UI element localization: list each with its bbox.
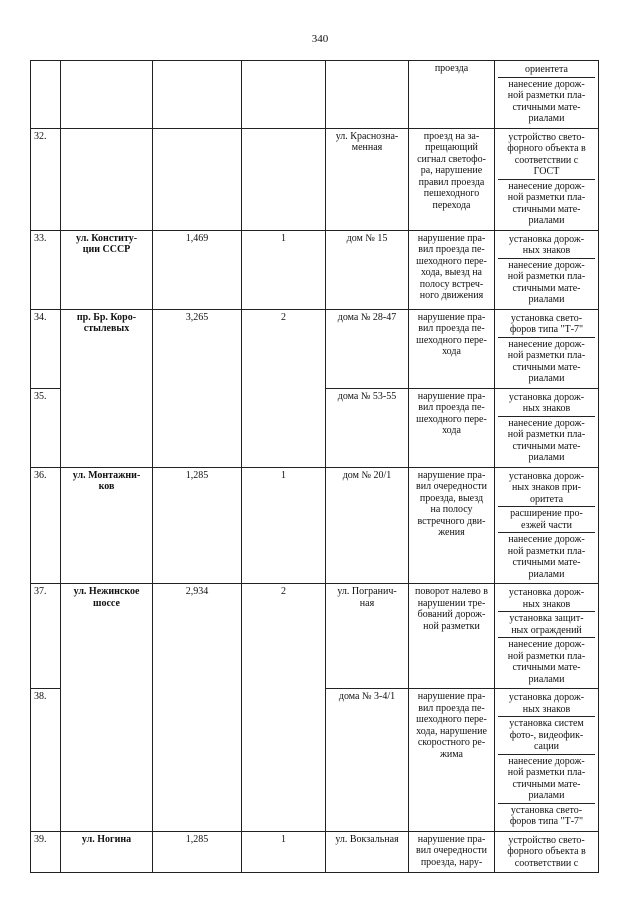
violation: нарушение пра- вил проезда пе- шеходного пере- хода xyxy=(409,309,495,388)
street-name: ул. Ногина xyxy=(61,831,153,873)
measure-item: установка дорож- ных знаков xyxy=(498,233,595,259)
object-count xyxy=(242,61,326,129)
measure-item: устройство свето- форного объекта в соответствии с ГОСТ xyxy=(498,131,595,180)
location: ул. Краснозна- менная xyxy=(326,128,409,230)
measures-cell xyxy=(495,128,599,230)
street-name xyxy=(61,128,153,230)
violation: нарушение пра- вил проезда пе- шеходного пере- хода, нарушение скоростного ре- жима xyxy=(409,689,495,832)
violation: нарушение пра- вил очередности проезда, нару- xyxy=(409,831,495,873)
object-count: 1 xyxy=(242,831,326,873)
length-km xyxy=(153,61,242,129)
location: дома № 53-55 xyxy=(326,388,409,467)
object-count: 2 xyxy=(242,584,326,832)
measures-cell xyxy=(495,309,599,388)
measure-item: нанесение дорож- ной разметки пла- стичными мате- риалами xyxy=(507,180,586,226)
location xyxy=(326,61,409,129)
street-name: ул. Монтажни- ков xyxy=(61,467,153,584)
measure-item: нанесение дорож- ной разметки пла- стичными мате- риалами xyxy=(507,534,586,580)
measure-item: ориентета xyxy=(498,63,595,78)
row-number: 34. xyxy=(31,309,61,388)
measure-item: установка свето- форов типа "Т-7" xyxy=(498,312,595,338)
violation: нарушение пра- вил проезда пе- шеходного пере- хода, выезд на полосу встреч- ного движения xyxy=(409,230,495,309)
location: дом № 20/1 xyxy=(326,467,409,584)
table-row xyxy=(31,831,599,873)
length-km: 1,285 xyxy=(153,831,242,873)
measures-cell xyxy=(495,689,599,832)
measure-item: установка систем фото-, видеофик- сации xyxy=(498,717,595,755)
length-km: 1,469 xyxy=(153,230,242,309)
table-row xyxy=(31,309,599,388)
violation: поворот налево в нарушении тре- бований дорож- ной разметки xyxy=(409,584,495,689)
violation: проезда xyxy=(409,61,495,129)
table-row xyxy=(31,467,599,584)
measures-cell xyxy=(495,831,599,873)
street-name xyxy=(61,61,153,129)
row-number xyxy=(31,61,61,129)
row-number: 38. xyxy=(31,689,61,832)
measure-item: установка дорож- ных знаков xyxy=(498,586,595,612)
row-number: 35. xyxy=(31,388,61,467)
measure-item: расширение про- езжей части xyxy=(498,507,595,533)
object-count: 1 xyxy=(242,230,326,309)
measure-item: установка дорож- ных знаков xyxy=(498,691,595,717)
row-number: 32. xyxy=(31,128,61,230)
street-name: пр. Бр. Коро- стылевых xyxy=(61,309,153,467)
measure-item: нанесение дорож- ной разметки пла- стичными мате- риалами xyxy=(507,417,586,463)
object-count: 1 xyxy=(242,467,326,584)
length-km xyxy=(153,128,242,230)
street-name: ул. Нежинское шоссе xyxy=(61,584,153,832)
violation: проезд на за- прещающий сигнал светофо- ра, нарушение правил проезда пешеходного перехода xyxy=(409,128,495,230)
measures-cell xyxy=(495,388,599,467)
measures-cell xyxy=(495,61,599,129)
measures-cell xyxy=(495,467,599,584)
object-count xyxy=(242,128,326,230)
row-number: 33. xyxy=(31,230,61,309)
measure-item: нанесение дорож- ной разметки пла- стичными мате- риалами xyxy=(507,259,586,305)
location: дома № 28-47 xyxy=(326,309,409,388)
measure-item: нанесение дорож- ной разметки пла- стичными мате- риалами xyxy=(507,78,586,124)
measure-item: установка дорож- ных знаков xyxy=(498,391,595,417)
measures-cell xyxy=(495,584,599,689)
table-row xyxy=(31,584,599,689)
object-count: 2 xyxy=(242,309,326,467)
table-row xyxy=(31,128,599,230)
measures-table xyxy=(30,60,599,873)
violation: нарушение пра- вил очередности проезда, выезд на полосу встречного дви- жения xyxy=(409,467,495,584)
length-km: 3,265 xyxy=(153,309,242,467)
measure-item: установка дорож- ных знаков при- оритета xyxy=(498,470,595,508)
measure-item: установка защит- ных ограждений xyxy=(498,612,595,638)
length-km: 1,285 xyxy=(153,467,242,584)
location: ул. Погранич- ная xyxy=(326,584,409,689)
length-km: 2,934 xyxy=(153,584,242,832)
table-row xyxy=(31,61,599,129)
row-number: 39. xyxy=(31,831,61,873)
table-row xyxy=(31,230,599,309)
location: ул. Вокзальная xyxy=(326,831,409,873)
measure-item: нанесение дорож- ной разметки пла- стичными мате- риалами xyxy=(498,755,595,804)
location: дома № 3-4/1 xyxy=(326,689,409,832)
row-number: 36. xyxy=(31,467,61,584)
violation: нарушение пра- вил проезда пе- шеходного пере- хода xyxy=(409,388,495,467)
street-name: ул. Конститу- ции СССР xyxy=(61,230,153,309)
measure-item: установка свето- форов типа "Т-7" xyxy=(509,804,584,827)
measure-item: устройство свето- форного объекта в соответствии с xyxy=(507,834,586,869)
location: дом № 15 xyxy=(326,230,409,309)
measure-item: нанесение дорож- ной разметки пла- стичными мате- риалами xyxy=(507,639,586,685)
measures-cell xyxy=(495,230,599,309)
row-number: 37. xyxy=(31,584,61,689)
measure-item: нанесение дорож- ной разметки пла- стичными мате- риалами xyxy=(507,338,586,384)
page-number: 340 xyxy=(311,33,329,45)
